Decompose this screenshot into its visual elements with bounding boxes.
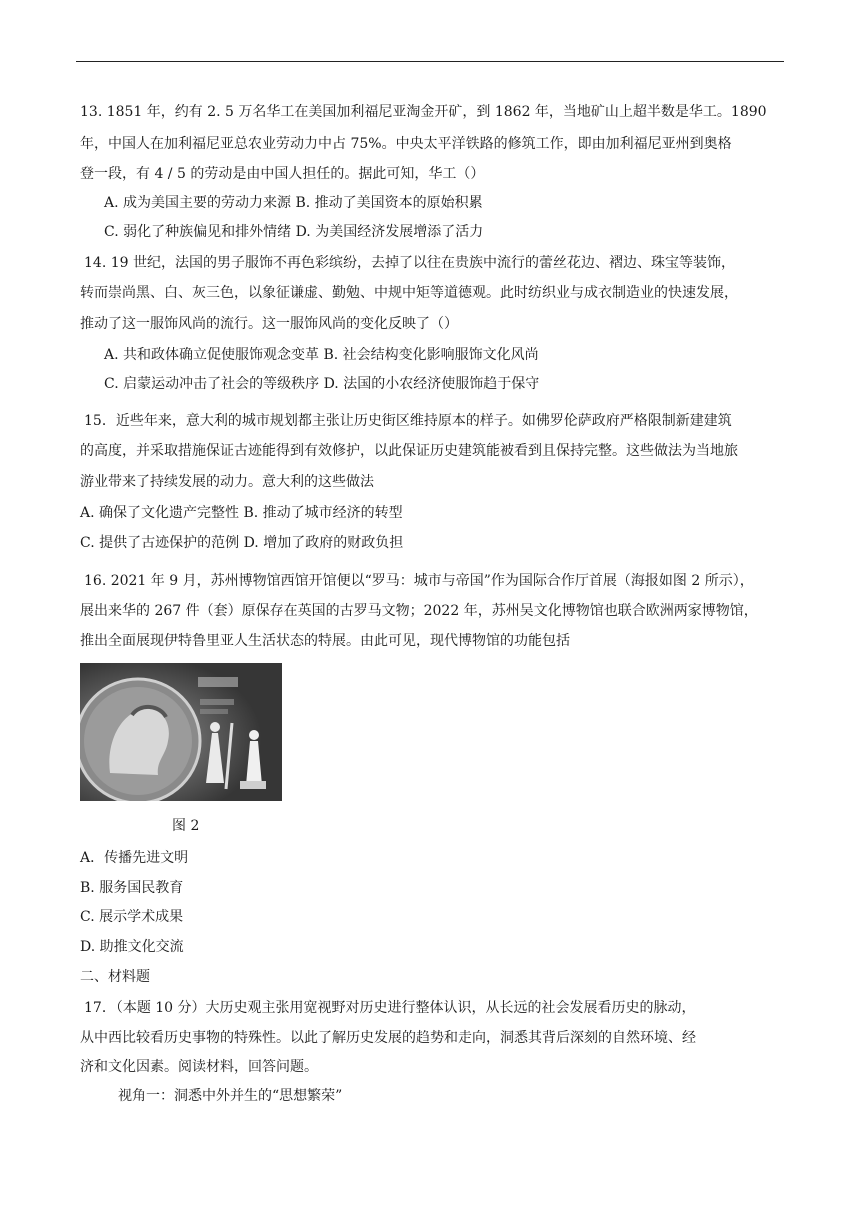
- q13-line-3: 登一段，有 4 / 5 的劳动是由中国人担任的。据此可知，华工（）: [80, 166, 485, 182]
- q16-option-c: C. 展示学术成果: [80, 909, 184, 925]
- q15-line-1: 15．近些年来，意大利的城市规划都主张让历史街区维持原本的样子。如佛罗伦萨政府严格限制新建建筑: [84, 413, 732, 429]
- q14-options-cd: C. 启蒙运动冲击了社会的等级秩序 D. 法国的小农经济使服饰趋于保守: [104, 376, 540, 392]
- q17-line-2: 从中西比较看历史事物的特殊性。以此了解历史发展的趋势和走向，洞悉其背后深刻的自然环境、经: [80, 1030, 696, 1046]
- exhibition-poster-image: [80, 663, 282, 801]
- q17-line-3: 济和文化因素。阅读材料，回答问题。: [80, 1059, 318, 1075]
- q15-line-2: 的高度，并采取措施保证古迹能得到有效修护，以此保证历史建筑能被看到且保持完整。这些做法为当地旅: [80, 443, 738, 459]
- q17-perspective: 视角一：洞悉中外并生的“思想繁荣”: [118, 1088, 343, 1104]
- q16-option-b: B. 服务国民教育: [80, 880, 184, 896]
- header-rule: [76, 61, 784, 62]
- q15-options-ab: A. 确保了文化遗产完整性 B. 推动了城市经济的转型: [80, 505, 403, 521]
- q14-line-3: 推动了这一服饰风尚的流行。这一服饰风尚的变化反映了（）: [80, 316, 458, 332]
- q15-line-3: 游业带来了持续发展的动力。意大利的这些做法: [80, 474, 374, 490]
- q17-line-1: 17．（本题 10 分）大历史观主张用宽视野对历史进行整体认识，从长远的社会发展看历史的脉动，: [84, 1000, 696, 1016]
- q16-line-2: 展出来华的 267 件（套）原保存在英国的古罗马文物；2022 年，苏州吴文化博物馆也联合欧洲两家博物馆，: [80, 603, 758, 619]
- q13-line-2: 年，中国人在加利福尼亚总农业劳动力中占 75%。中央太平洋铁路的修筑工作，即由加利福尼亚州到奥格: [80, 136, 732, 152]
- q13-line-1: 13. 1851 年，约有 2. 5 万名华工在美国加利福尼亚淘金开矿，到 1862 年，当地矿山上超半数是华工。1890: [80, 104, 767, 120]
- q14-line-1: 14. 19 世纪，法国的男子服饰不再色彩缤纷，去掉了以往在贵族中流行的蕾丝花边、褶边、珠宝等装饰，: [84, 255, 735, 271]
- figure-caption: 图 2: [172, 818, 200, 834]
- q16-option-a: A．传播先进文明: [80, 850, 189, 866]
- section-heading: 二、材料题: [80, 969, 150, 985]
- poster-illustration: [80, 663, 282, 801]
- q16-line-3: 推出全面展现伊特鲁里亚人生活状态的特展。由此可见，现代博物馆的功能包括: [80, 633, 570, 649]
- q14-options-ab: A. 共和政体确立促使服饰观念变革 B. 社会结构变化影响服饰文化风尚: [104, 347, 539, 363]
- q13-options-cd: C. 弱化了种族偏见和排外情绪 D. 为美国经济发展增添了活力: [104, 224, 484, 240]
- q14-line-2: 转而崇尚黑、白、灰三色，以象征谦虚、勤勉、中规中矩等道德观。此时纺织业与成衣制造业的快速发展，: [80, 285, 738, 301]
- q16-line-1: 16. 2021 年 9 月，苏州博物馆西馆开馆便以“罗马：城市与帝国”作为国际合作厅首展（海报如图 2 所示），: [84, 573, 754, 589]
- q15-options-cd: C. 提供了古迹保护的范例 D. 增加了政府的财政负担: [80, 535, 404, 551]
- q13-options-ab: A. 成为美国主要的劳动力来源 B. 推动了美国资本的原始积累: [104, 195, 483, 211]
- q16-option-d: D. 助推文化交流: [80, 939, 184, 955]
